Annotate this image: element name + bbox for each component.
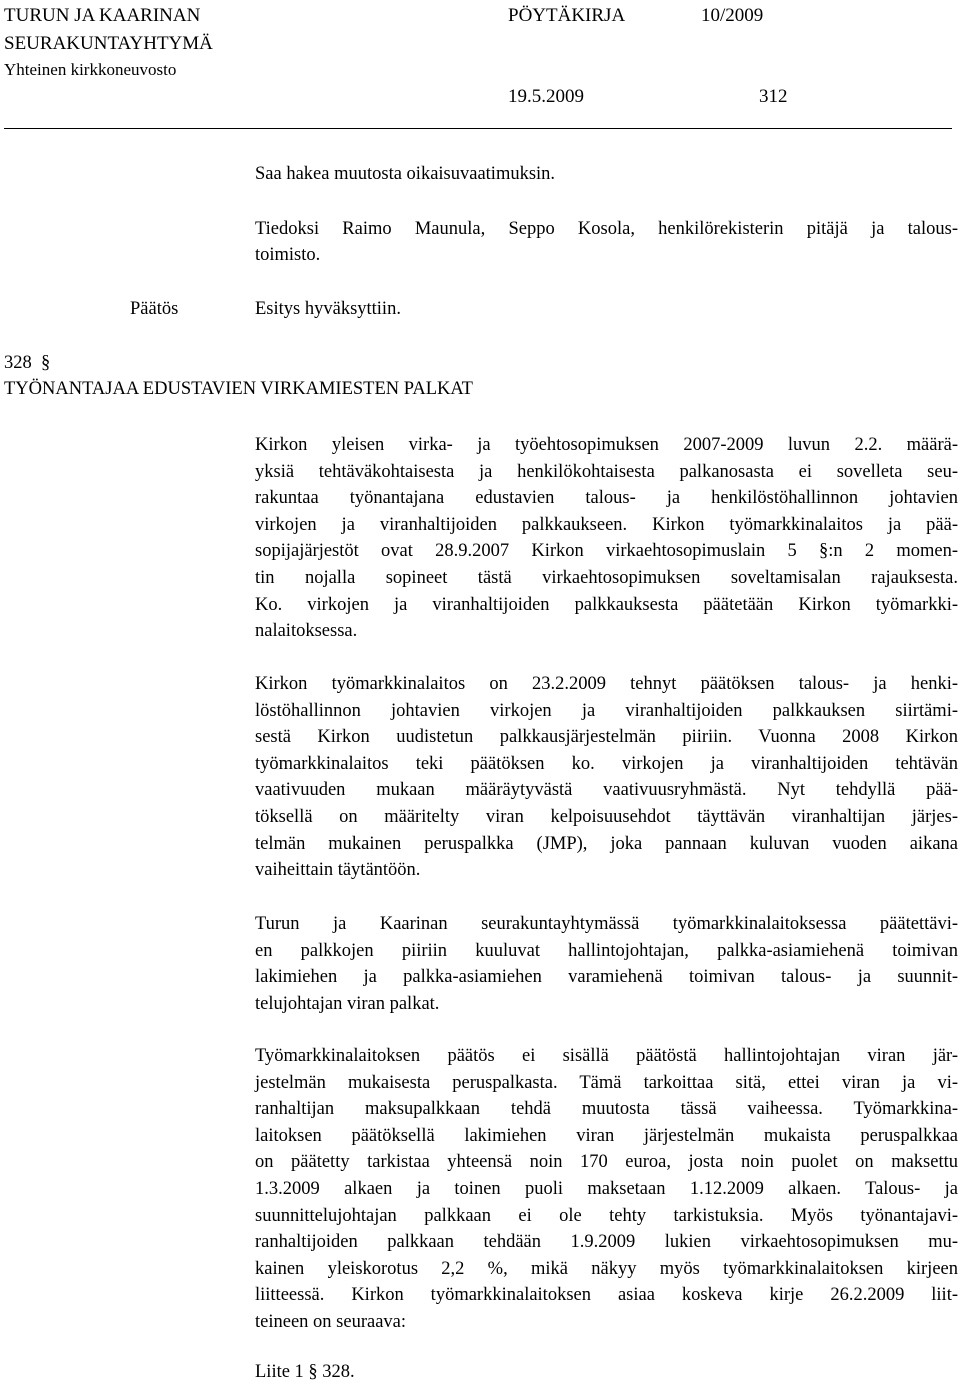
paragraph-line: töksellä on määritelty viran kelpoisuusehdot täyttävän viranhaltijan järjes- <box>255 806 958 827</box>
paragraph-line: vaiheittain täytäntöön. <box>255 860 421 881</box>
paragraph-line: yksiä tehtäväkohtaisesta ja henkilökohtaisesta palkanosasta ei sovelleta seu- <box>255 461 958 482</box>
paragraph-line: ranhaltijoiden palkkaan tehdään 1.9.2009 lukien virkaehtosopimuksen mu- <box>255 1232 958 1253</box>
org-body: Yhteinen kirkkoneuvosto <box>4 60 177 79</box>
attachment-reference: Liite 1 § 328. <box>255 1362 355 1382</box>
paragraph-3 <box>255 911 958 1017</box>
paragraph-line: Ko. virkojen ja viranhaltijoiden palkkauksesta päätetään Kirkon työmarkki- <box>255 594 958 615</box>
paragraph-1 <box>255 432 958 645</box>
org-name-line1: TURUN JA KAARINAN <box>4 5 201 26</box>
paragraph-line: telujohtajan viran palkat. <box>255 993 440 1014</box>
decision-label: Päätös <box>130 299 179 319</box>
paragraph-line: Kirkon yleisen virka- ja työehtosopimuksen 2007-2009 luvun 2.2. määrä- <box>255 435 958 455</box>
info-line-1: Tiedoksi Raimo Maunula, Seppo Kosola, henkilörekisterin pitäjä ja talous- <box>255 219 958 239</box>
paragraph-2 <box>255 671 958 884</box>
org-name-line2: SEURAKUNTAYHTYMÄ <box>4 33 213 54</box>
paragraph-line: en palkkojen piiriin kuuluvat hallintojohtajan, palkka-asiamiehenä toimivan <box>255 940 958 961</box>
paragraph-line: rakuntaa työnantajana edustavien talous- ja henkilöstöhallinnon johtavien <box>255 488 958 509</box>
header-divider <box>4 128 952 129</box>
section-symbol-icon: § <box>36 353 51 373</box>
section-number-value: 328 <box>4 353 32 373</box>
paragraph-line: kainen yleiskorotus 2,2 %, mikä näkyy myös työmarkkinalaitoksen kirjeen <box>255 1258 958 1279</box>
paragraph-line: nalaitoksessa. <box>255 621 358 642</box>
paragraph-4 <box>255 1043 958 1336</box>
section-number <box>4 353 50 374</box>
appeal-note: Saa hakea muutosta oikaisuvaatimuksin. <box>255 164 556 184</box>
paragraph-line: tin nojalla sopineet tästä virkaehtosopimuksen soveltamisalan rajauksesta. <box>255 567 958 588</box>
paragraph-line: työmarkkinalaitos teki päätöksen ko. virkojen ja viranhaltijoiden tehtävän <box>255 753 958 774</box>
decision-text: Esitys hyväksyttiin. <box>255 299 401 319</box>
paragraph-line: teineen on seuraava: <box>255 1311 407 1332</box>
doc-type: PÖYTÄKIRJA <box>508 5 626 26</box>
paragraph-line: lakimiehen ja palkka-asiamiehen varamiehenä toimivan talous- ja suunnit- <box>255 967 958 988</box>
info-line-2: toimisto. <box>255 245 321 265</box>
paragraph-line: löstöhallinnon johtavien virkojen ja viranhaltijoiden palkkauksen siirtämi- <box>255 700 958 721</box>
section-title: TYÖNANTAJAA EDUSTAVIEN VIRKAMIESTEN PALKAT <box>4 379 473 399</box>
paragraph-line: sopijajärjestöt ovat 28.9.2007 Kirkon virkaehtosopimuslain 5 §:n 2 momen- <box>255 541 958 562</box>
paragraph-line: liitteessä. Kirkon työmarkkinalaitoksen asiaa koskeva kirje 26.2.2009 liit- <box>255 1285 958 1306</box>
paragraph-line: virkojen ja viranhaltijoiden palkkaukseen. Kirkon työmarkkinalaitos ja pää- <box>255 514 958 535</box>
meeting-date: 19.5.2009 <box>508 86 584 107</box>
paragraph-line: laitoksen päätöksellä lakimiehen viran järjestelmän mukaista peruspalkkaa <box>255 1125 958 1146</box>
paragraph-line: ranhaltijan maksupalkkaan tehdä muutosta tässä vaiheessa. Työmarkkina- <box>255 1099 958 1120</box>
paragraph-line: jestelmän mukaisesta peruspalkasta. Tämä tarkoittaa sitä, ettei viran ja vi- <box>255 1072 958 1093</box>
paragraph-line: on päätetty tarkistaa yhteensä noin 170 euroa, josta noin puolet on maksettu <box>255 1152 958 1173</box>
page-number: 312 <box>759 86 788 107</box>
doc-number: 10/2009 <box>701 5 764 26</box>
paragraph-line: telmän mukainen peruspalkka (JMP), joka pannaan kuluvan vuoden aikana <box>255 833 958 854</box>
paragraph-line: Työmarkkinalaitoksen päätös ei sisällä päätöstä hallintojohtajan viran jär- <box>255 1046 958 1066</box>
paragraph-line: vaativuuden mukaan määräytyvästä vaativuusryhmästä. Nyt tehdyllä pää- <box>255 780 958 801</box>
paragraph-line: Turun ja Kaarinan seurakuntayhtymässä työmarkkinalaitoksessa päätettävi- <box>255 914 958 934</box>
paragraph-line: suunnittelujohtajan palkkaan ei ole tehty tarkistuksia. Myös työnantajavi- <box>255 1205 958 1226</box>
paragraph-line: sestä Kirkon uudistetun palkkausjärjestelmän piiriin. Vuonna 2008 Kirkon <box>255 727 958 748</box>
paragraph-line: 1.3.2009 alkaen ja toinen puoli maksetaan 1.12.2009 alkaen. Talous- ja <box>255 1178 958 1199</box>
paragraph-line: Kirkon työmarkkinalaitos on 23.2.2009 tehnyt päätöksen talous- ja henki- <box>255 674 958 694</box>
